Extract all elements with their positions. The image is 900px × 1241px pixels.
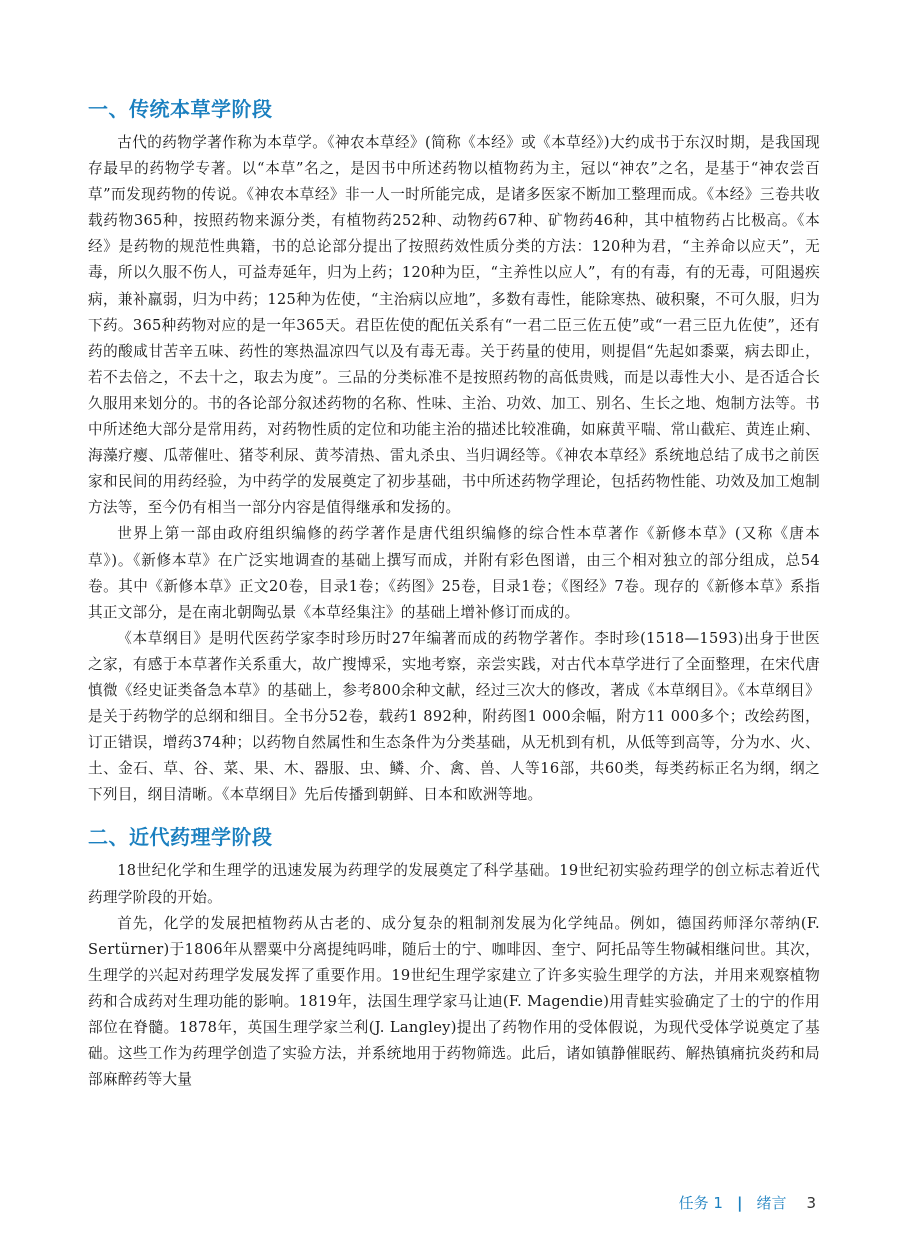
page-content: [88, 96, 820, 1093]
section-heading-traditional: 一、传统本草学阶段: [88, 97, 273, 121]
footer-task: 任务 1: [678, 1194, 723, 1212]
footer-chapter: 绪言: [756, 1194, 787, 1212]
paragraph: 《本草纲目》是明代医药学家李时珍历时27年编著而成的药物学著作。李时珍(1518—1593)出身于世医之家，有感于本草著作关系重大，故广搜博采，实地考察，亲尝实践，对古代本草学进行了全面整理，在宋代唐慎微《经史证类备急本草》的基础上，参考800余种文献，经过三次大的修改，著成《本草纲目》。《本草纲目》是关于药物学的总纲和细目。全书分52卷，载药1 892种，附药图1 000余幅，附方11 000多个；改绘药图，订正错误，增药374种；以药物自然属性和生态条件为分类基础，从无机到有机，从低等到高等，分为水、火、土、金石、草、谷、菜、果、木、器服、虫、鳞、介、禽、兽、人等16部，共60类，每类药标正名为纲，纲之下列目，纲目清晰。《本草纲目》先后传播到朝鲜、日本和欧洲等地。: [88, 629, 820, 804]
paragraph: 首先，化学的发展把植物药从古老的、成分复杂的粗制剂发展为化学纯品。例如，德国药师泽尔蒂纳(F. Sertürner)于1806年从罂粟中分离提纯吗啡，随后士的宁、咖啡因、奎宁、阿托品等生物碱相继问世。其次，生理学的兴起对药理学发展发挥了重要作用。19世纪生理学家建立了许多实验生理学的方法，并用来观察植物药和合成药对生理功能的影响。1819年，法国生理学家马让迪(F. Magendie)用青蛙实验确定了士的宁的作用部位在脊髓。1878年，英国生理学家兰利(J. Langley)提出了药物作用的受体假说，为现代受体学说奠定了基础。这些工作为药理学创造了实验方法，并系统地用于药物筛选。此后，诸如镇静催眠药、解热镇痛抗炎药和局部麻醉药等大量: [88, 914, 820, 1089]
footer-separator: |: [736, 1193, 743, 1212]
page-footer: [679, 1192, 816, 1213]
paragraph: 18世纪化学和生理学的迅速发展为药理学的发展奠定了科学基础。19世纪初实验药理学的创立标志着近代药理学阶段的开始。: [88, 862, 820, 906]
paragraph: 古代的药物学著作称为本草学。《神农本草经》(简称《本经》或《本草经》)大约成书于东汉时期，是我国现存最早的药物学专著。以“本草”名之，是因书中所述药物以植物药为主，冠以“神农”之名，是基于“神农尝百草”而发现药物的传说。《神农本草经》非一人一时所能完成，是诸多医家不断加工整理而成。《本经》三卷共收载药物365种，按照药物来源分类，有植物药252种、动物药67种、矿物药46种，其中植物药占比极高。《本经》是药物的规范性典籍，书的总论部分提出了按照药效性质分类的方法：120种为君，“主养命以应天”，无毒，所以久服不伤人，可益寿延年，归为上药；120种为臣，“主养性以应人”，有的有毒，有的无毒，可阻遏疾病，兼补羸弱，归为中药；125种为佐使，“主治病以应地”，多数有毒性，能除寒热、破积聚，不可久服，归为下药。365种药物对应的是一年365天。君臣佐使的配伍关系有“一君二臣三佐五使”或“一君三臣九佐使”，还有药的酸咸甘苦辛五味、药性的寒热温凉四气以及有毒无毒。关于药量的使用，则提倡“先起如黍粟，病去即止，若不去倍之，不去十之，取去为度”。三品的分类标准不是按照药物的高低贵贱，而是以毒性大小、是否适合长久服用来划分的。书的各论部分叙述药物的名称、性味、主治、功效、加工、别名、生长之地、炮制方法等。书中所述绝大部分是常用药，对药物性质的定位和功能主治的描述比较准确，如麻黄平喘、常山截疟、黄连止痢、海藻疗瘿、瓜蒂催吐、猪苓利尿、黄芩清热、雷丸杀虫、当归调经等。《神农本草经》系统地总结了成书之前医家和民间的用药经验，为中药学的发展奠定了初步基础，书中所述药物学理论，包括药物性能、功效及加工炮制方法等，至今仍有相当一部分内容是值得继承和发扬的。: [88, 134, 820, 517]
paragraph: 世界上第一部由政府组织编修的药学著作是唐代组织编修的综合性本草著作《新修本草》(又称《唐本草》)。《新修本草》在广泛实地调查的基础上撰写而成，并附有彩色图谱，由三个相对独立的部分组成，总54卷。其中《新修本草》正文20卷，目录1卷；《药图》25卷，目录1卷；《图经》7卷。现存的《新修本草》系指其正文部分，是在南北朝陶弘景《本草经集注》的基础上增补修订而成的。: [88, 525, 820, 621]
section-heading-modern: 二、近代药理学阶段: [88, 825, 273, 850]
page-number: 3: [806, 1193, 816, 1212]
